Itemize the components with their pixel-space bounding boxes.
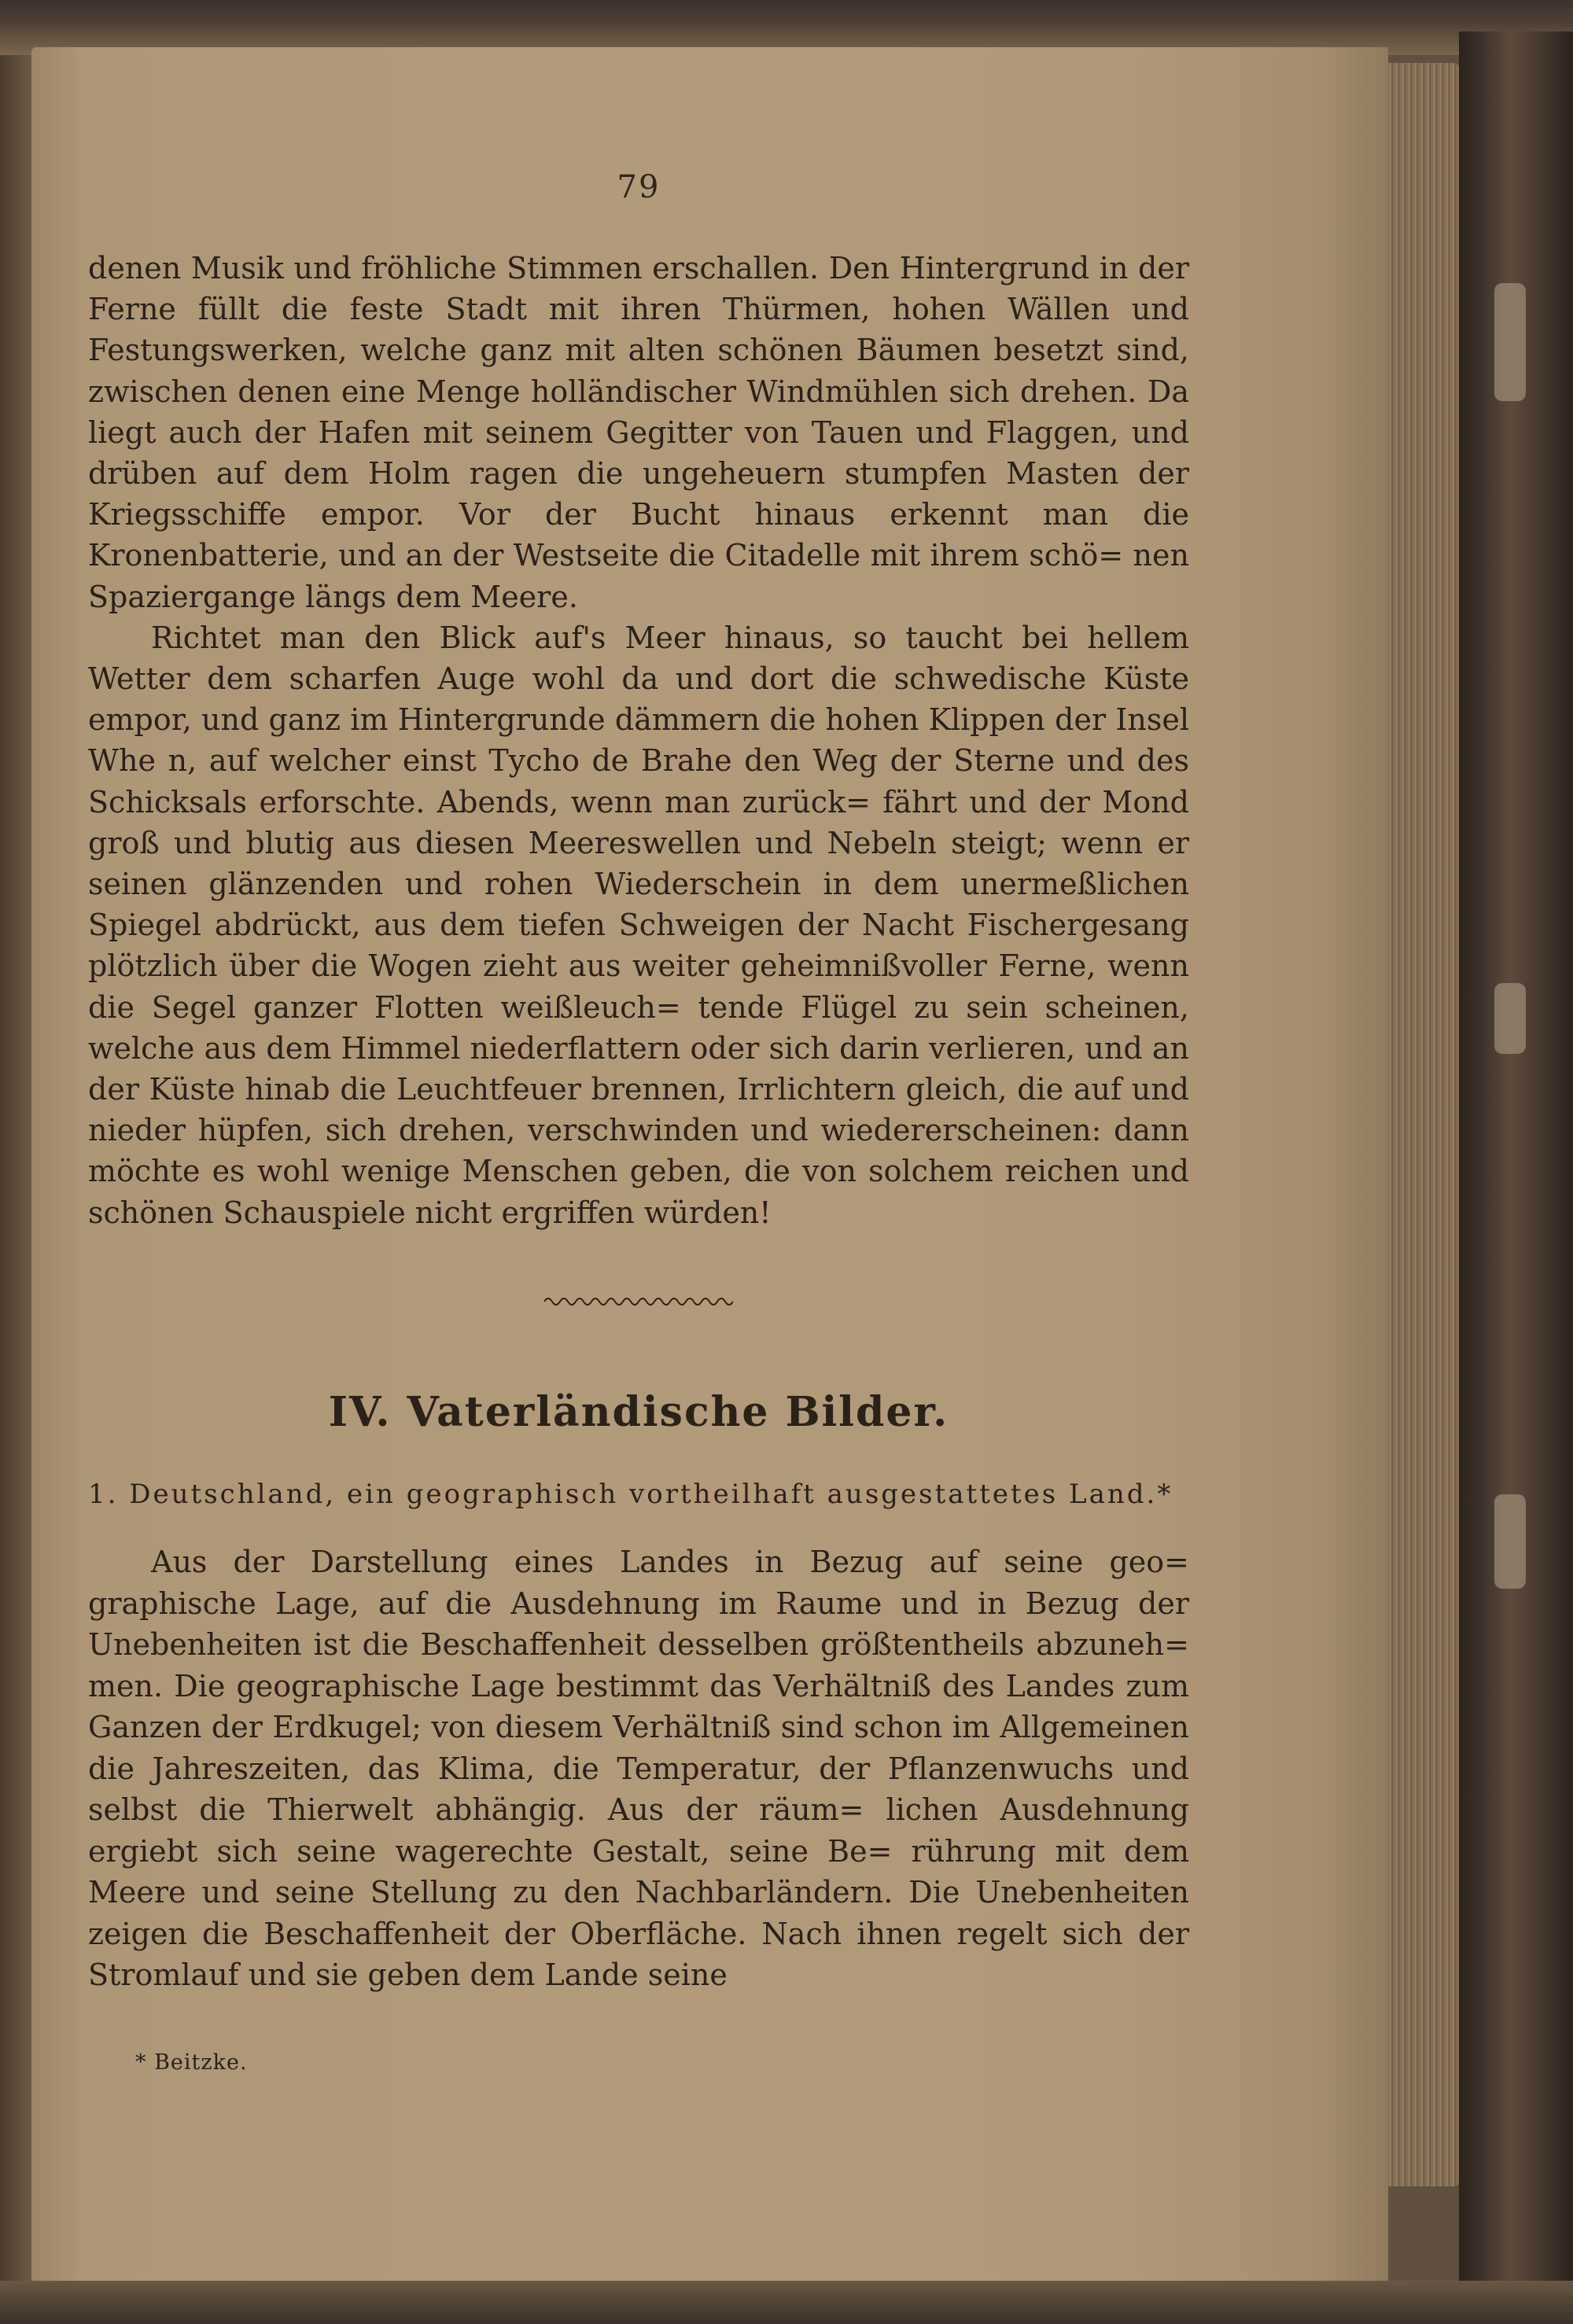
- cover-wear-mark: [1494, 283, 1526, 401]
- footnote: * Beitzke.: [135, 2050, 248, 2075]
- paragraph-1: denen Musik und fröhliche Stimmen erschallen. Den Hintergrund in der Ferne füllt die feste Stadt mit ihren Thürmen, hohen Wällen und Festungswerken, welche ganz mit alten schönen Bäumen besetzt sind, zwischen denen eine Menge holländischer Windmühlen sich drehen. Da liegt auch der Hafen mit seinem Gegitter von Tauen und Flaggen, und drüben auf dem Holm ragen die ungeheuern stumpfen Masten der Kriegsschiffe empor. Vor der Bucht hinaus erkennt man die Kronenbatterie, und an der Westseite die Citadelle mit ihrem schö= nen Spaziergange längs dem Meere.: [88, 251, 1189, 614]
- paragraph-2: Richtet man den Blick auf's Meer hinaus, so taucht bei hellem Wetter dem scharfen Auge wohl da und dort die schwedische Küste empor, und ganz im Hintergrunde dämmern die hohen Klippen der Insel Whe n, auf welcher einst Tycho de Brahe den Weg der Sterne und des Schicksals erforschte. Abends, wenn man zurück= fährt und der Mond groß und blutig aus diesen Meereswellen und Nebeln steigt; wenn er seinen glänzenden und rohen Wiederschein in dem unermeßlichen Spiegel abdrückt, aus dem tiefen Schweigen der Nacht Fischergesang plötzlich über die Wogen zieht aus weiter geheimnißvoller Ferne, wenn die Segel ganzer Flotten weißleuch= tende Flügel zu sein scheinen, welche aus dem Himmel niederflattern oder sich darin verlieren, und an der Küste hinab die Leuchtfeuer brennen, Irrlichtern gleich, die auf und nieder hüpfen, sich drehen, verschwinden und wiedererscheinen: dann möchte es wohl wenige Menschen geben, die von solchem reichen und schönen Schauspiele nicht ergriffen würden!: [88, 620, 1189, 1230]
- section-title: 1. Deutschland, ein geographisch vortheilhaft ausgestattetes Land.*: [88, 1479, 1173, 1510]
- chapter-title: IV. Vaterländische Bilder.: [328, 1388, 949, 1436]
- book-bottom-edge: [0, 2281, 1573, 2324]
- wavy-divider-ornament: [544, 1292, 733, 1308]
- page-stack: [1388, 63, 1459, 2186]
- body-text: [88, 248, 1189, 1233]
- page-number: 79: [617, 169, 661, 205]
- section-body: Aus der Darstellung eines Landes in Bezug auf seine geo= graphische Lage, auf die Ausdehnung im Raume und in Bezug der Unebenheiten ist die Beschaffenheit desselben größtentheils abzuneh= men. Die geographische Lage bestimmt das Verhältniß des Landes zum Ganzen der Erdkugel; von diesem Verhältniß sind schon im Allgemeinen die Jahreszeiten, das Klima, die Temperatur, der Pflanzenwuchs und selbst die Thierwelt abhängig. Aus der räum= lichen Ausdehnung ergiebt sich seine wagerechte Gestalt, seine Be= rührung mit dem Meere und seine Stellung zu den Nachbarländern. Die Unebenheiten zeigen die Beschaffenheit der Oberfläche. Nach ihnen regelt sich der Stromlauf und sie geben dem Lande seine: [88, 1545, 1189, 1992]
- cover-wear-mark: [1494, 1494, 1526, 1589]
- cover-wear-mark: [1494, 983, 1526, 1054]
